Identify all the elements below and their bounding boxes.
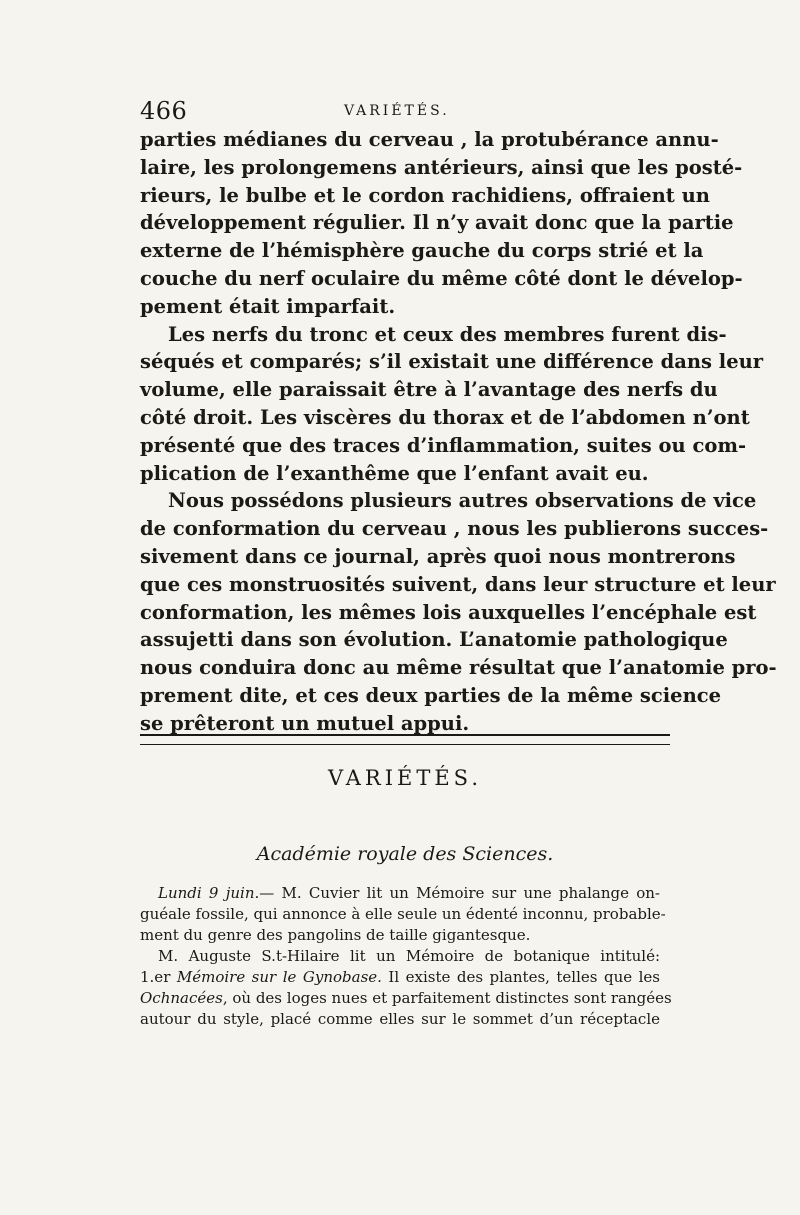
academy-report	[140, 883, 672, 1030]
report-text: 1.er	[140, 968, 171, 986]
report-line: guéale fossile, qui annonce à elle seule un édenté inconnu, probable-	[140, 905, 666, 923]
section-heading: VARIÉTÉS.	[328, 766, 482, 790]
text-line: prement dite, et ces deux parties de la même science	[140, 683, 722, 707]
running-title: VARIÉTÉS.	[344, 103, 450, 119]
text-line: rieurs, le bulbe et le cordon rachidiens, offraient un	[140, 183, 710, 207]
memoir-title: Mémoire sur le Gynobase.	[176, 968, 382, 986]
text-line: que ces monstruosités suivent, dans leur structure et leur	[140, 572, 776, 596]
text-line: conformation, les mêmes lois auxquelles l’encéphale est	[140, 600, 757, 624]
text-line: de conformation du cerveau , nous les publierons succes-	[140, 517, 769, 541]
report-line	[140, 883, 660, 904]
article-continuation	[140, 126, 777, 738]
text-line: laire, les prolongemens antérieurs, ainsi que les posté-	[140, 155, 743, 179]
report-line: M. Auguste S.t-Hilaire lit un Mémoire de botanique intitulé:	[158, 947, 660, 965]
report-text: Il existe des plantes, telles que les	[388, 968, 660, 986]
plant-family: Ochnacées	[140, 989, 223, 1007]
text-line: séqués et comparés; s’il existait une différence dans leur	[140, 350, 764, 374]
text-line: nous conduira donc au même résultat que l’anatomie pro-	[140, 656, 777, 680]
running-head	[140, 97, 670, 127]
report-date: Lundi 9 juin.	[158, 884, 260, 902]
section-subheading: Académie royale des Sciences.	[256, 843, 554, 865]
text-line: couche du nerf oculaire du même côté dont le dévelop-	[140, 266, 743, 290]
report-line	[140, 988, 672, 1009]
text-line: développement régulier. Il n’y avait donc que la partie	[140, 211, 734, 235]
text-line: pement était imparfait.	[140, 294, 396, 318]
report-line	[140, 967, 660, 988]
text-line: sivement dans ce journal, après quoi nous montrerons	[140, 544, 736, 568]
text-line: présenté que des traces d’inflammation, suites ou com-	[140, 433, 747, 457]
report-text: — M. Cuvier lit un Mémoire sur une phalange on-	[259, 884, 660, 902]
text-line: Nous possédons plusieurs autres observations de vice	[168, 489, 757, 513]
text-line: volume, elle paraissait être à l’avantage des nerfs du	[140, 378, 718, 402]
page-number: 466	[140, 97, 188, 125]
report-text: , où des loges nues et parfaitement distinctes sont rangées	[222, 989, 672, 1007]
text-line: plication de l’exanthême que l’enfant avait eu.	[140, 461, 649, 485]
text-line: côté droit. Les viscères du thorax et de l’abdomen n’ont	[140, 405, 750, 429]
text-line: assujetti dans son évolution. L’anatomie pathologique	[140, 628, 728, 652]
text-line: se prêteront un mutuel appui.	[140, 711, 470, 735]
report-line: ment du genre des pangolins de taille gigantesque.	[140, 926, 531, 944]
text-line: externe de l’hémisphère gauche du corps strié et la	[140, 239, 704, 263]
section-divider	[140, 734, 670, 745]
text-line: Les nerfs du tronc et ceux des membres furent dis-	[168, 322, 727, 346]
report-line: autour du style, placé comme elles sur le sommet d’un réceptacle	[140, 1010, 660, 1028]
text-line: parties médianes du cerveau , la protubérance annu-	[140, 128, 719, 151]
